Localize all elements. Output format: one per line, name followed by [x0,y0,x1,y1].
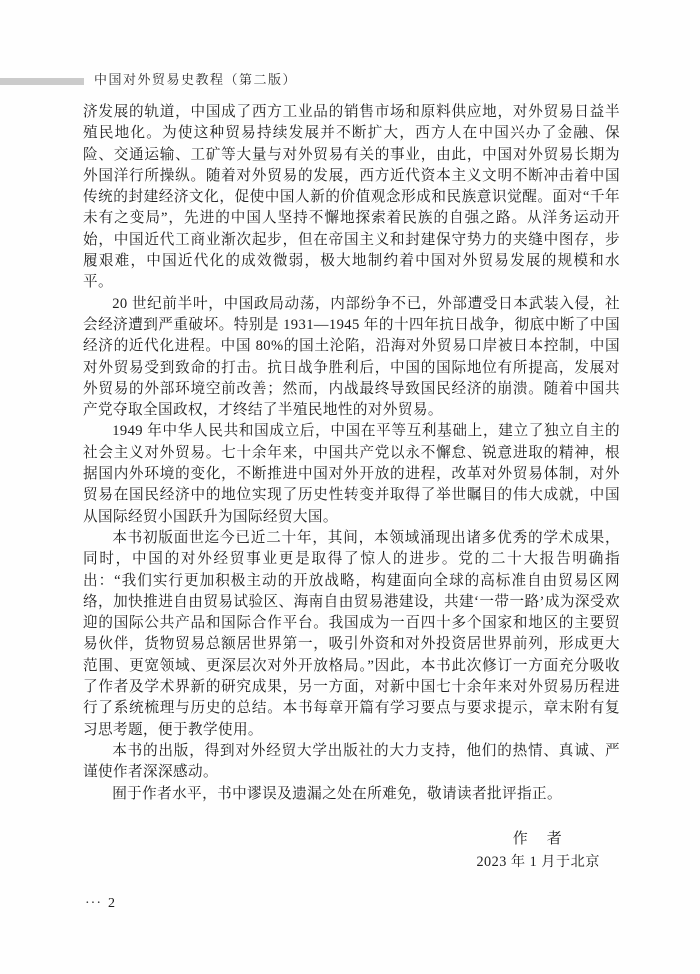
page-number: 2 [108,896,115,911]
page-number-dots: ··· [85,896,102,911]
running-title: 中国对外贸易史教程（第二版） [94,72,298,87]
body-paragraph: 囿于作者水平，书中谬误及遗漏之处在所难免，敬请读者批评指正。 [112,785,563,802]
header-accent-bar [0,78,84,85]
page-footer [85,896,115,912]
signature-block [83,828,620,874]
body-paragraph: 本书初版面世迄今已近二十年，其间，本领域涌现出诸多优秀的学术成果，同时，中国的对外经贸事业更是取得了惊人的进步。党的二十大报告明确指出：“我们实行更加积极主动的开放战略，构建面向全球的高标准自由贸易区网络，加快推进自由贸易试验区、海南自由贸易港建设，共建‘一带一路’成为深受欢迎的国际公共产品和国际合作平台。我国成为一百四十多个国家和地区的主要贸易伙伴，货物贸易总额居世界第一，吸引外资和对外投资居世界前列，形成更大范围、更宽领域、更深层次对外开放格局。”因此，本书此次修订一方面充分吸收了作者及学术界新的研究成果，另一方面，对新中国七十余年来对外贸易历程进行了系统梳理与历史的总结。本书每章开篇有学习要点与要求提示，章末附有复习思考题，便于教学使用。 [83,529,620,738]
body-paragraph: 20 世纪前半叶，中国政局动荡，内部纷争不已，外部遭受日本武装入侵，社会经济遭到严重破坏。特别是 1931—1945 年的十四年抗日战争，彻底中断了中国经济的近代化进程。中国 80%的国土沦陷，沿海对外贸易口岸被日本控制，中国对外贸易受到致命的打击。抗日战争胜利后，中国的国际地位有所提高，发展对外贸易的外部环境空前改善；然而，内战最终导致国民经济的崩溃。随着中国共产党夺取全国政权，才终结了半殖民地性的对外贸易。 [83,295,620,419]
signature-inner [476,828,600,874]
body-paragraph: 本书的出版，得到对外经贸大学出版社的大力支持，他们的热情、真诚、严谨使作者深深感动。 [83,742,620,781]
signature-date: 2023 年 1 月于北京 [476,853,600,870]
body-paragraph: 济发展的轨道，中国成了西方工业品的销售市场和原料供应地，对外贸易日益半殖民地化。为使这种贸易持续发展并不断扩大，西方人在中国兴办了金融、保险、交通运输、工矿等大量与对外贸易有关的事业，由此，中国对外贸易长期为外国洋行所操纵。随着对外贸易的发展，西方近代资本主义文明不断冲击着中国传统的封建经济文化，促使中国人新的价值观念形成和民族意识觉醒。面对“千年未有之变局”，先进的中国人坚持不懈地探索着民族的自强之路。从洋务运动开始，中国近代工商业渐次起步，但在帝国主义和封建保守势力的夹缝中图存，步履艰难，中国近代化的成效微弱，极大地制约着中国对外贸易发展的规模和水平。 [83,104,620,291]
body-paragraph: 1949 年中华人民共和国成立后，中国在平等互利基础上，建立了独立自主的社会主义对外贸易。七十余年来，中国共产党以永不懈怠、锐意进取的精神，根据国内外环境的变化，不断推进中国对外开放的进程，改革对外贸易体制，对外贸易在国民经济中的地位实现了历史性转变并取得了举世瞩目的伟大成就，中国从国际经贸小国跃升为国际经贸大国。 [83,423,620,525]
preface-text-block [83,102,620,874]
author-signature: 作 者 [512,830,564,847]
